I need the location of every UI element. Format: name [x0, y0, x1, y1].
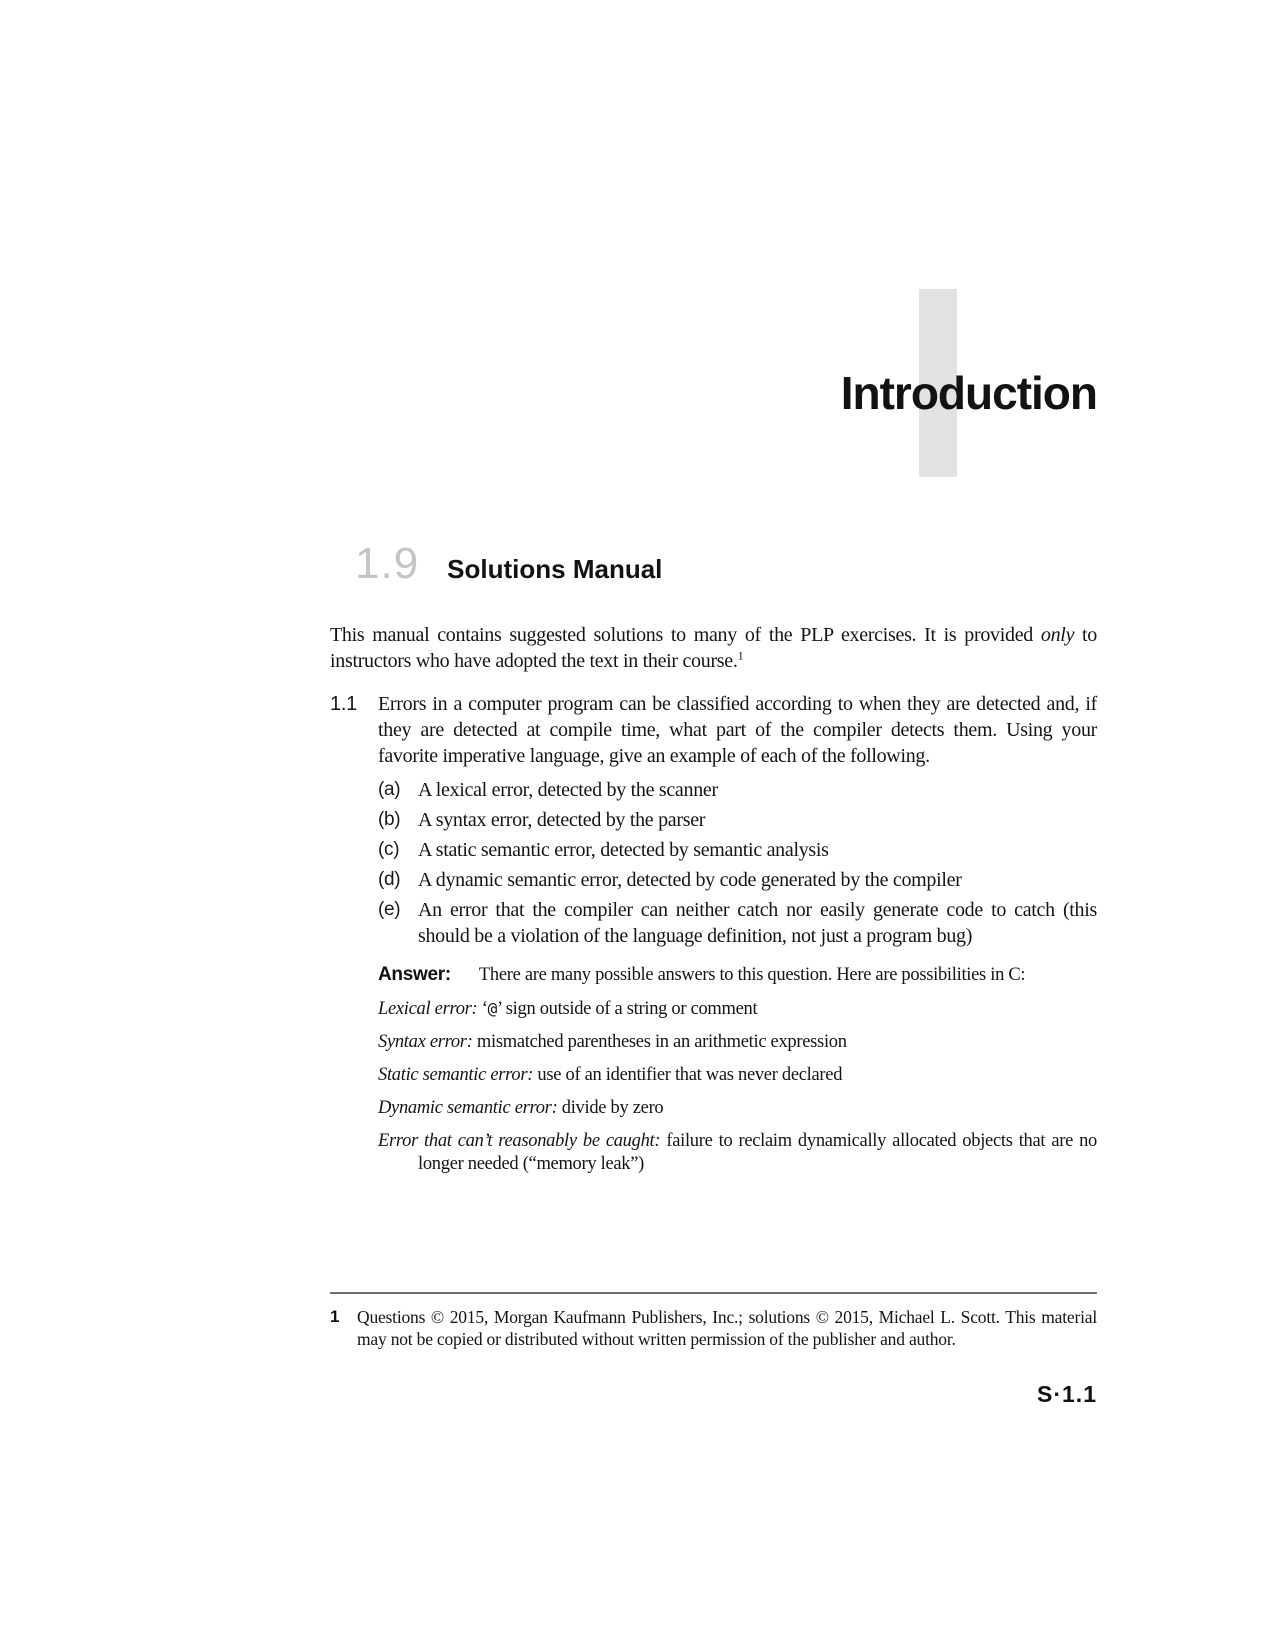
exercise-item-e [378, 897, 1097, 949]
section-heading [355, 539, 663, 588]
item-label: (a) [378, 779, 401, 800]
item-label: (c) [378, 839, 400, 860]
footnote-marker: 1 [330, 1307, 340, 1326]
answer-item-uncatchable [378, 1130, 1097, 1176]
footnote-text: Questions © 2015, Morgan Kaufmann Publishers, Inc.; solutions © 2015, Michael L. Scott. This material may not be copied or distributed without written permission of the publisher and author. [357, 1307, 1097, 1349]
item-text: A dynamic semantic error, detected by code generated by the compiler [418, 869, 962, 891]
answer-item-static-semantic [378, 1064, 1097, 1087]
exercise-item-list [378, 777, 1097, 949]
section-title: Solutions Manual [447, 554, 663, 584]
exercise-statement: Errors in a computer program can be classified according to when they are detected and, if they are detected at compile time, what part of the compiler detects them. Using your favorite imperative language, give an example of each of the following. [378, 693, 1097, 767]
chapter-title: Introduction [840, 367, 1097, 419]
answer-text: mismatched parentheses in an arithmetic expression [472, 1032, 847, 1052]
answer-term: Error that can’t reasonably be caught: [378, 1131, 661, 1151]
answer-term: Static semantic error: [378, 1065, 534, 1085]
item-text: A lexical error, detected by the scanner [418, 779, 718, 801]
item-label: (e) [378, 899, 401, 920]
code-glyph: @ [487, 999, 497, 1018]
answer-term: Dynamic semantic error: [378, 1098, 558, 1118]
answer-text: failure to reclaim dynamically allocated objects that are no longer needed (“memory leak”) [418, 1131, 1097, 1174]
answer-item-syntax [378, 1031, 1097, 1054]
footnote-area [330, 1292, 1097, 1350]
section-number: 1.9 [355, 539, 420, 588]
answer-post: ’ sign outside of a string or comment [496, 999, 758, 1019]
intro-text-2: to instructors who have adopted the text in their course. [330, 624, 1097, 672]
exercise-body [378, 691, 1097, 1176]
answer-text: use of an identifier that was never declared [533, 1065, 843, 1085]
answer-term: Lexical error: [378, 999, 478, 1019]
answer-intro: There are many possible answers to this question. Here are possibilities in C: [478, 965, 1026, 985]
answer-pre: ‘ [477, 999, 488, 1019]
exercise-block [330, 691, 1097, 1176]
answer-term: Syntax error: [378, 1032, 473, 1052]
footnote-rule [330, 1292, 1097, 1294]
footnote-reference: 1 [737, 648, 744, 663]
answer-text: divide by zero [557, 1098, 664, 1118]
answer-label: Answer: [378, 964, 451, 985]
exercise-item-d [378, 867, 1097, 893]
answer-item-lexical [378, 997, 1097, 1021]
exercise-number: 1.1 [330, 693, 357, 715]
item-text: A static semantic error, detected by semantic analysis [418, 839, 829, 861]
intro-italic-word: only [1040, 624, 1075, 646]
answer-block [378, 963, 1097, 1176]
intro-paragraph [330, 622, 1097, 674]
item-label: (d) [378, 869, 401, 890]
item-label: (b) [378, 809, 401, 830]
item-text: An error that the compiler can neither catch nor easily generate code to catch (this should be a violation of the language definition, not just a program bug) [418, 899, 1097, 947]
answer-item-dynamic-semantic [378, 1097, 1097, 1120]
intro-text-1: This manual contains suggested solutions to many of the PLP exercises. It is provided [330, 624, 1033, 646]
exercise-item-a [378, 777, 1097, 803]
answer-heading [378, 963, 1097, 987]
exercise-item-c [378, 837, 1097, 863]
footnote [330, 1306, 1097, 1350]
item-text: A syntax error, detected by the parser [418, 809, 706, 831]
page-number: S·1.1 [1037, 1381, 1097, 1407]
exercise-item-b [378, 807, 1097, 833]
body-column [330, 622, 1097, 1176]
